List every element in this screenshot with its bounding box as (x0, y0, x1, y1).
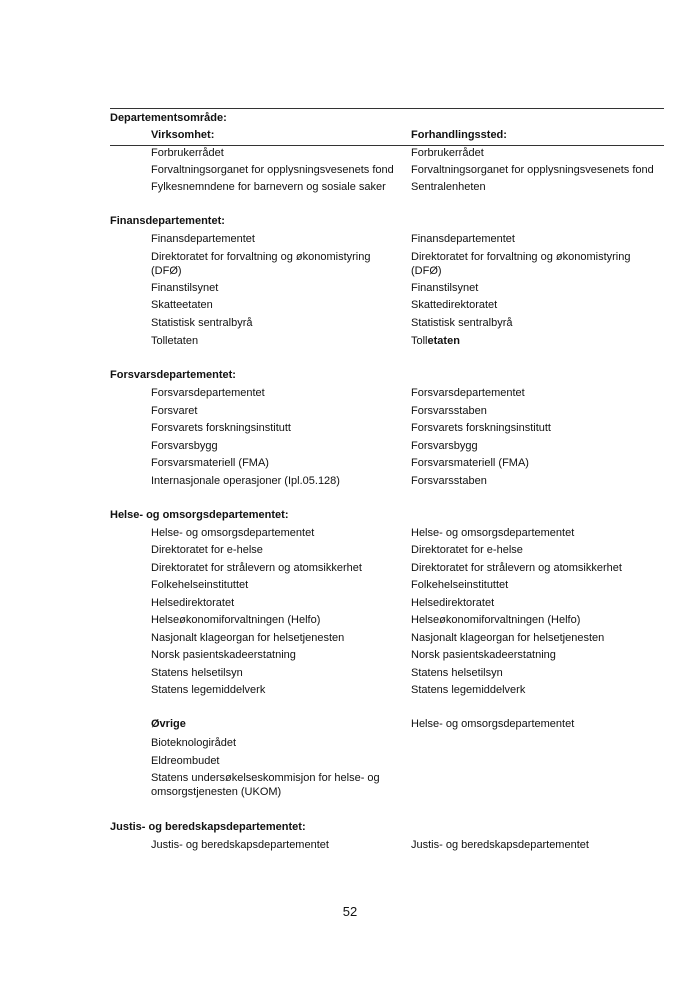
list-item: Helsedirektoratet (151, 597, 235, 609)
list-item: Helse- og omsorgsdepartementet (411, 718, 575, 730)
list-item: Eldreombudet (151, 755, 220, 767)
list-item: Helseøkonomiforvaltningen (Helfo) (411, 614, 581, 626)
list-item: (DFØ) (411, 265, 442, 277)
list-item: Sentralenheten (411, 181, 486, 193)
list-item: Forsvarsmateriell (FMA) (411, 457, 529, 469)
area-label: Departementsområde: (110, 112, 227, 124)
list-item: Forbrukerrådet (151, 147, 224, 159)
list-item: Fylkesnemndene for barnevern og sosiale saker (151, 181, 386, 193)
list-item: Statens undersøkelseskommisjon for helse- og (151, 772, 380, 784)
list-item: Helse- og omsorgsdepartementet (151, 527, 315, 539)
section-title-forsvar: Forsvarsdepartementet: (110, 369, 236, 381)
list-item: Norsk pasientskadeerstatning (411, 649, 556, 661)
list-item: Forsvarsdepartementet (411, 387, 525, 399)
list-item: Forvaltningsorganet for opplysningsvesenets fond (411, 164, 654, 176)
list-item: Forsvarsstaben (411, 475, 487, 487)
list-item: Tolletaten (151, 335, 199, 347)
list-item: Forsvarets forskningsinstitutt (151, 422, 291, 434)
list-item: Helseøkonomiforvaltningen (Helfo) (151, 614, 321, 626)
list-item: Forsvarets forskningsinstitutt (411, 422, 551, 434)
list-item: Justis- og beredskapsdepartementet (151, 839, 329, 851)
list-item: Folkehelseinstituttet (411, 579, 509, 591)
list-item: Direktoratet for strålevern og atomsikkerhet (411, 562, 622, 574)
header-rule (110, 145, 664, 146)
list-item: Nasjonalt klageorgan for helsetjenesten (411, 632, 605, 644)
section-title-justis: Justis- og beredskapsdepartementet: (110, 821, 306, 833)
list-item: Forsvarsdepartementet (151, 387, 265, 399)
list-item: Direktoratet for e-helse (411, 544, 523, 556)
list-item: Finanstilsynet (151, 282, 219, 294)
list-item: Folkehelseinstituttet (151, 579, 249, 591)
section-title-helse: Helse- og omsorgsdepartementet: (110, 509, 289, 521)
subsection-title-ovrige: Øvrige (151, 718, 186, 730)
list-item: Skatteetaten (151, 299, 213, 311)
list-item: Statistisk sentralbyrå (151, 317, 253, 329)
list-item: Statens helsetilsyn (411, 667, 503, 679)
list-item: Justis- og beredskapsdepartementet (411, 839, 589, 851)
list-item: Helsedirektoratet (411, 597, 495, 609)
list-item: Direktoratet for strålevern og atomsikkerhet (151, 562, 362, 574)
list-item: omsorgstjenesten (UKOM) (151, 786, 282, 798)
list-item: Internasjonale operasjoner (Ipl.05.128) (151, 475, 340, 487)
section-title-finans: Finansdepartementet: (110, 215, 225, 227)
list-item: Forsvarsbygg (411, 440, 478, 452)
list-item: Forsvaret (151, 405, 198, 417)
list-item: Forsvarsmateriell (FMA) (151, 457, 269, 469)
list-item: Statens legemiddelverk (411, 684, 526, 696)
list-item: Finansdepartementet (411, 233, 515, 245)
list-item: Direktoratet for forvaltning og økonomistyring (151, 251, 371, 263)
col-header-virksomhet: Virksomhet: (151, 129, 215, 141)
list-item: Statens helsetilsyn (151, 667, 243, 679)
list-item: Forsvarsstaben (411, 405, 487, 417)
list-item: Finanstilsynet (411, 282, 479, 294)
list-item: Nasjonalt klageorgan for helsetjenesten (151, 632, 345, 644)
list-item: Statistisk sentralbyrå (411, 317, 513, 329)
list-item: Skattedirektoratet (411, 299, 498, 311)
page-number: 52 (342, 904, 358, 919)
list-item-part: Toll (411, 335, 428, 347)
list-item-part-bold: etaten (427, 335, 460, 347)
list-item: Norsk pasientskadeerstatning (151, 649, 296, 661)
list-item: Helse- og omsorgsdepartementet (411, 527, 575, 539)
list-item (411, 335, 460, 348)
list-item: Finansdepartementet (151, 233, 255, 245)
list-item: Direktoratet for e-helse (151, 544, 263, 556)
list-item: (DFØ) (151, 265, 182, 277)
list-item: Direktoratet for forvaltning og økonomistyring (411, 251, 631, 263)
list-item: Statens legemiddelverk (151, 684, 266, 696)
list-item: Forsvarsbygg (151, 440, 218, 452)
list-item: Forvaltningsorganet for opplysningsvesenets fond (151, 164, 394, 176)
list-item: Forbrukerrådet (411, 147, 484, 159)
col-header-forhandlingssted: Forhandlingssted: (411, 129, 507, 141)
list-item: Bioteknologirådet (151, 737, 237, 749)
top-rule (110, 108, 664, 109)
